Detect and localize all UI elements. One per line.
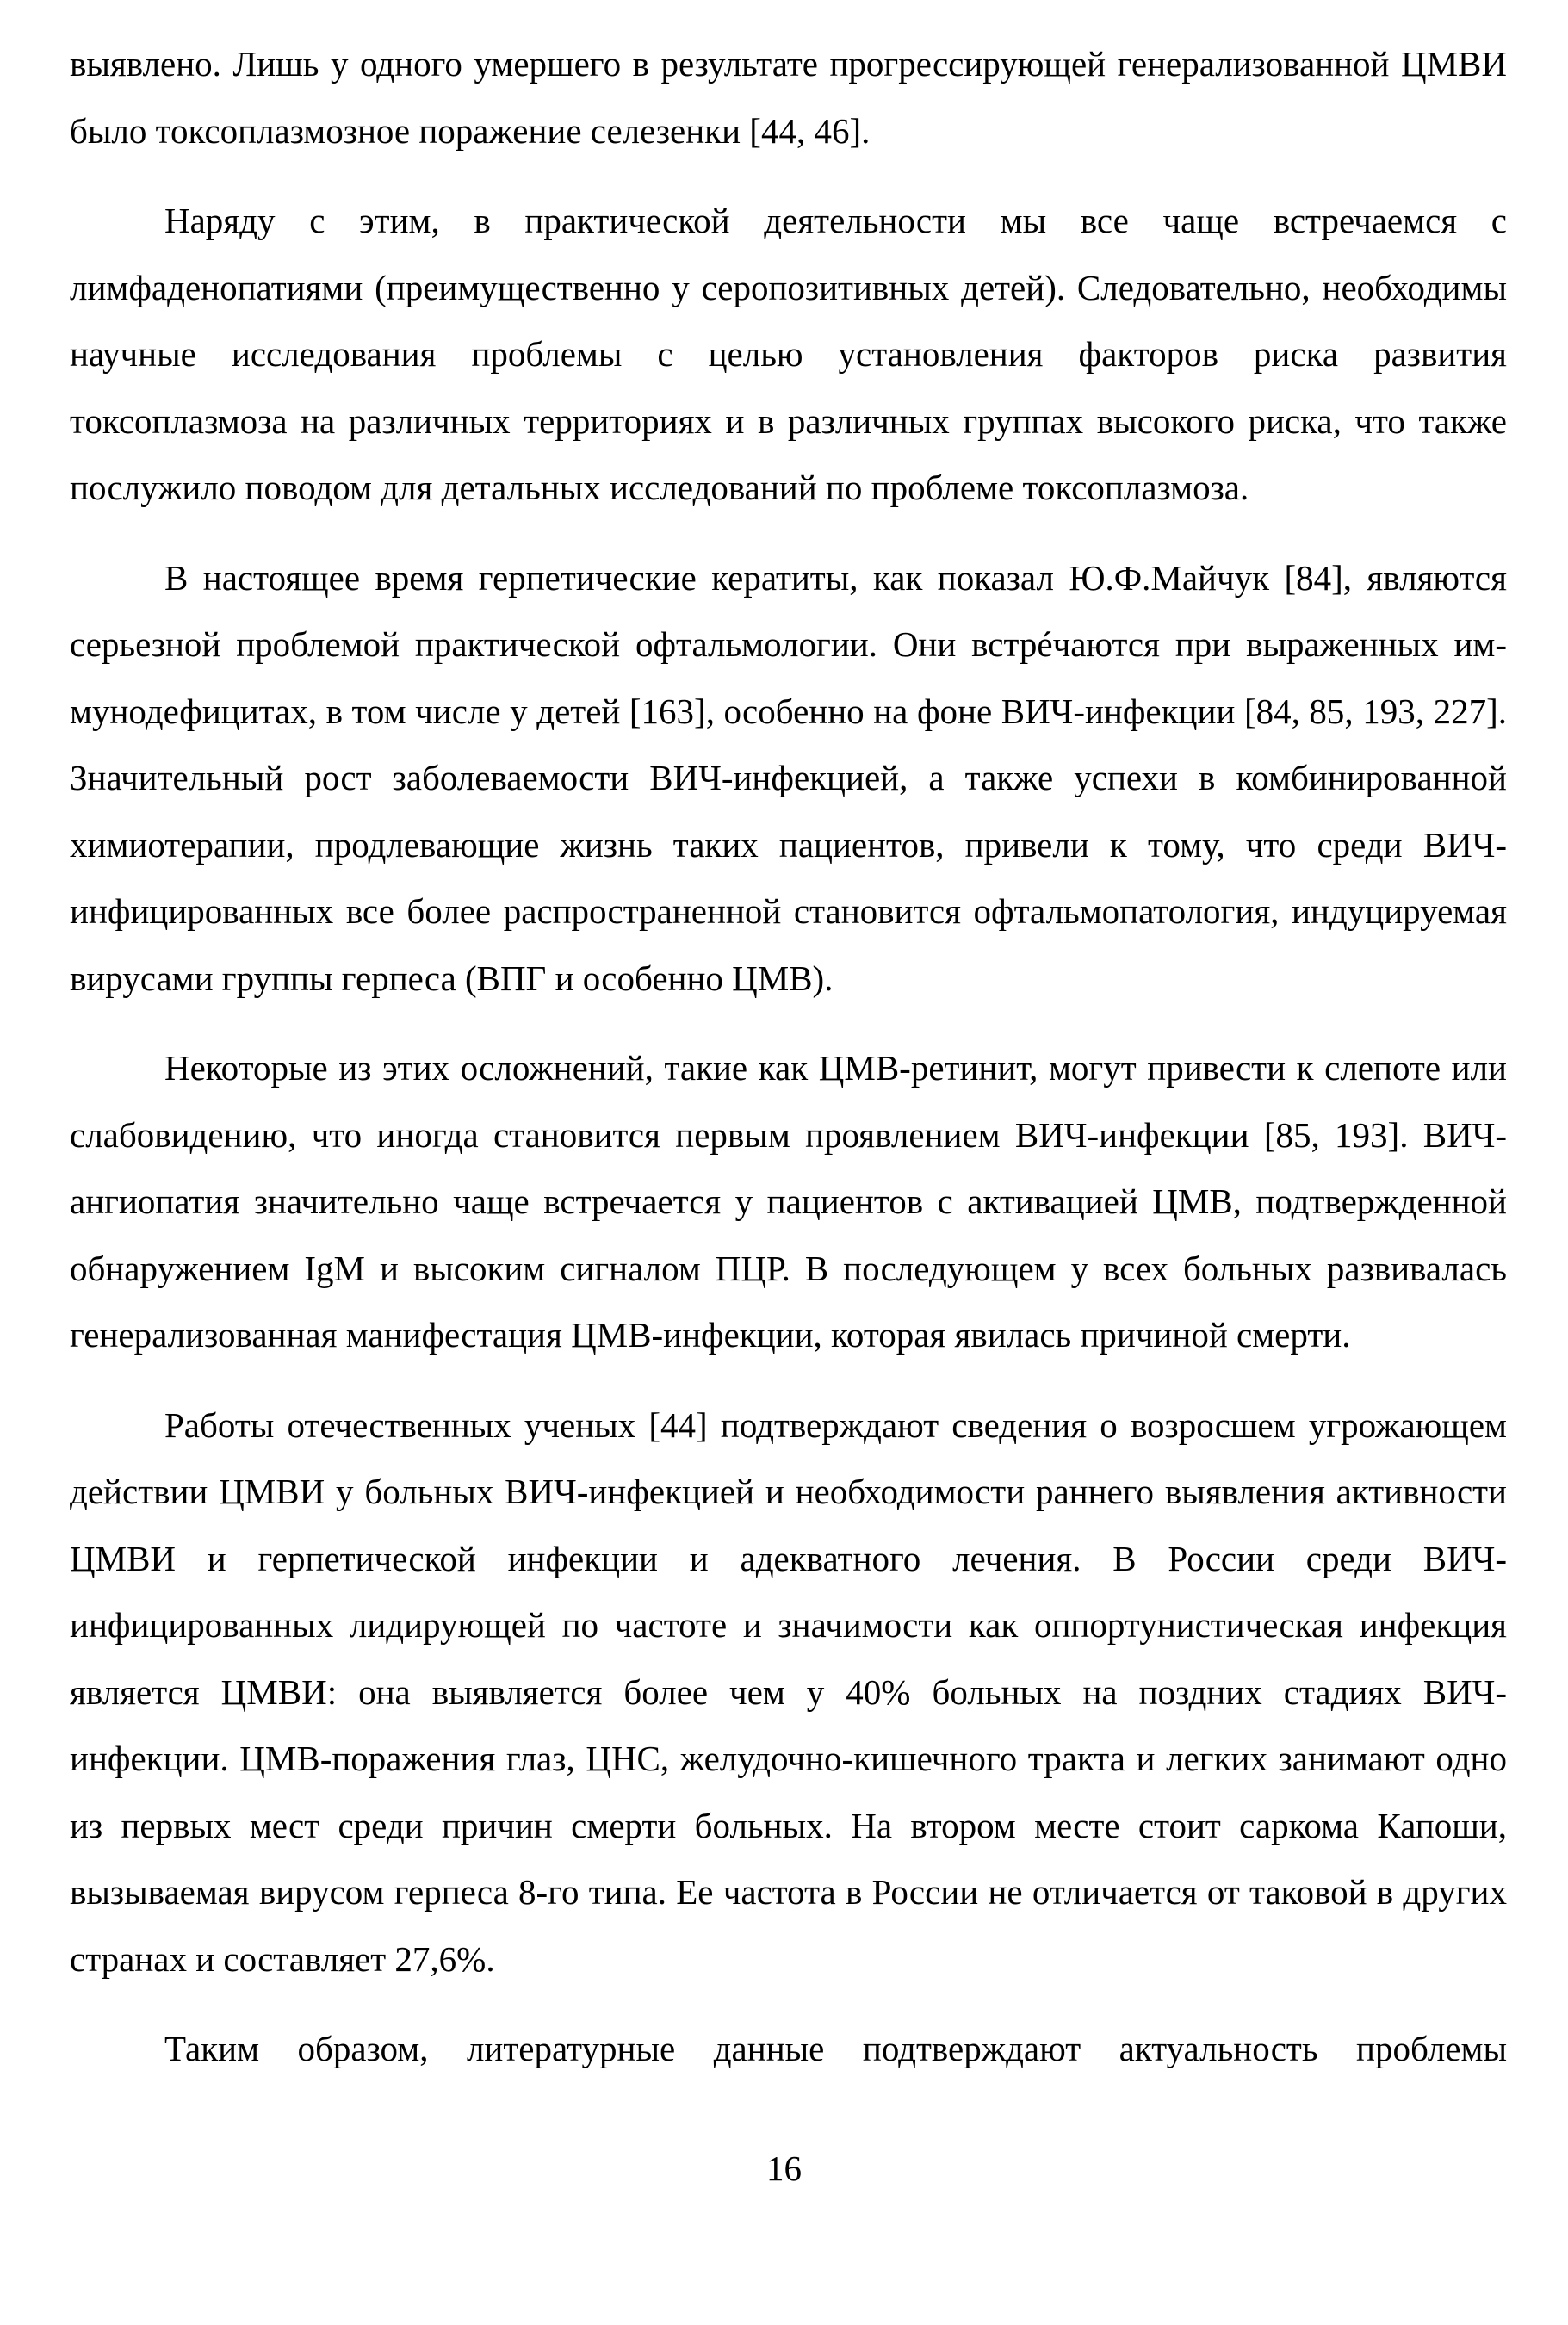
body-text [70,31,1507,2083]
paragraph-conclusion: Таким образом, литературные данные подтверждают актуальность проблемы [164,2029,1507,2068]
paragraph-cmv-retinitis: Некоторые из этих осложнений, такие как ЦМВ-ретинит, могут привести к слепоте или слабовидению, что иногда становится первым проявлением ВИЧ-инфекции [85, 193]. ВИЧ-ангиопатия значительно чаще встречается у пациентов с активацией ЦМВ, подтвержденной обнаружением IgM и высоким сигналом ПЦР. В последующем у всех больных развивалась генерализованная манифестация ЦМВ-инфекции, которая явилась причиной смерти. [70,1048,1507,1355]
paragraph-continuation: выявлено. Лишь у одного умершего в результате прогрессирующей генерализованной ЦМВИ было токсоплазмозное поражение селезенки [44, 46]. [70,44,1507,151]
paragraph-lymphadenopathy: Наряду с этим, в практической деятельности мы все чаще встречаемся с лимфаденопатиями (преимущественно у серопозитивных детей). Следовательно, необходимы научные исследования проблемы с целью установления факторов риска развития токсоплазмоза на различных территориях и в различных группах высокого риска, что также послужило поводом для детальных исследований по проблеме токсоплазмоза. [70,201,1507,507]
paragraph-domestic-research: Работы отечественных ученых [44] подтверждают сведения о возросшем угрожающем действии ЦМВИ у больных ВИЧ-инфекцией и необходимости раннего выявления активности ЦМВИ и герпетической инфекции и адекватного лечения. В России среди ВИЧ-инфицированных лидирующей по частоте и значимости как оппортунистическая инфекция является ЦМВИ: она выявляется более чем у 40% больных на поздних стадиях ВИЧ-инфекции. ЦМВ-поражения глаз, ЦНС, желудочно-кишечного тракта и легких занимают одно из первых мест среди причин смерти больных. На втором месте стоит саркома Капоши, вызываемая вирусом герпеса 8-го типа. Ее частота в России не отличается от таковой в других странах и составляет 27,6%. [70,1404,1507,1979]
page-number: 16 [766,2148,802,2188]
paragraph-herpetic-keratitis: В настоящее время герпетические кератиты, как показал Ю.Ф.Майчук [84], являются серьезной проблемой практической офтальмологии. Они встрéчаются при выраженных иммунодефицитах, в том числе у детей [163], особенно на фоне ВИЧ-инфекции [84, 85, 193, 227]. Значительный рост заболеваемости ВИЧ-инфекцией, а также успехи в комбинированной химиотерапии, продлевающие жизнь таких пациентов, привели к тому, что среди ВИЧ-инфицированных все более распространенной становится офтальмопатология, индуцируемая вирусами группы герпеса (ВПГ и особенно ЦМВ). [70,557,1507,998]
